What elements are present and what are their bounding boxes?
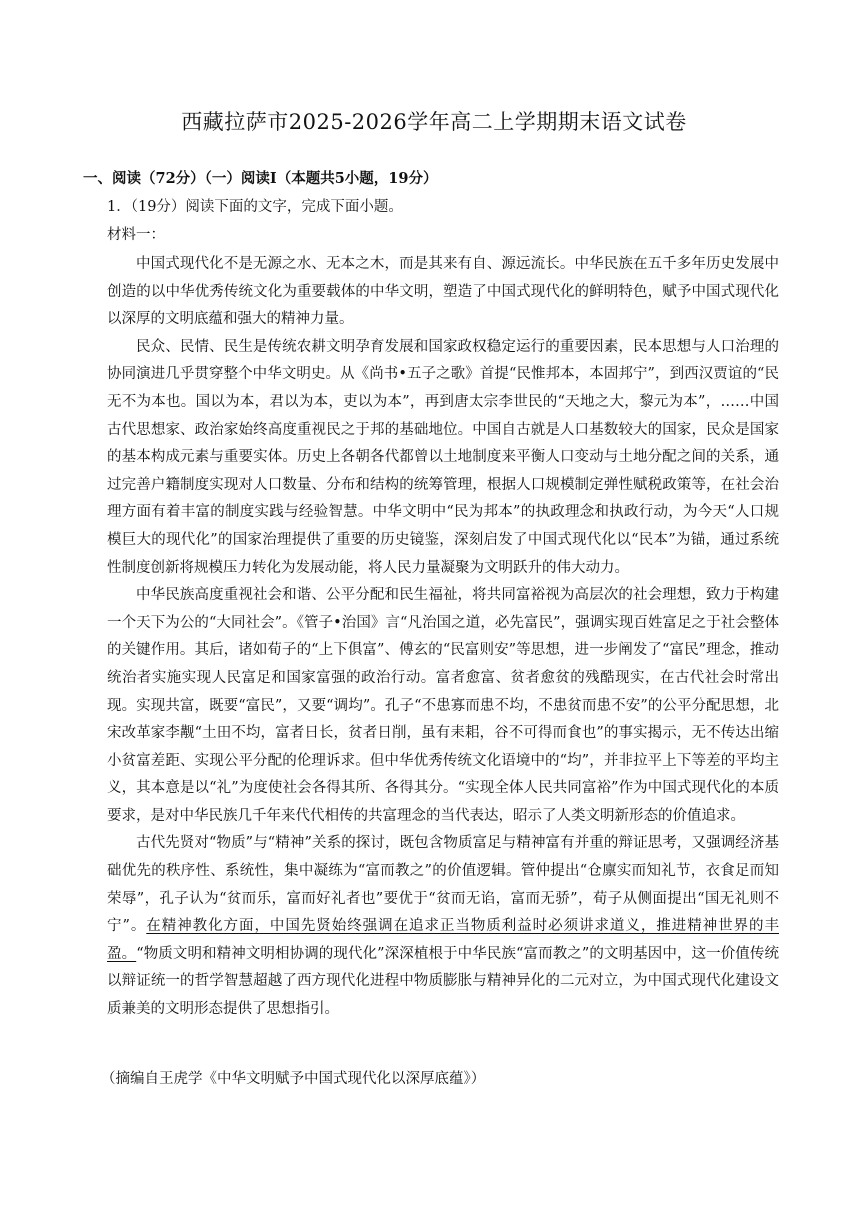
question-prompt: 1．（19分）阅读下面的文字，完成下面小题。 bbox=[107, 199, 403, 215]
underlined-sentence: 在精神教化方面，中国先贤始终强调在追求正当物质利益时必须讲求道义，推进精神世界的丰盈。 bbox=[107, 918, 779, 962]
material-label: 材料一： bbox=[107, 227, 165, 243]
paragraph-4-part-1: 古代先贤对“物质”与“精神”关系的探讨，既包含物质富足与精神富有并重的辩证思考，又强调经济基础优先的秩序性、系统性，集中凝练为“富而教之”的价值逻辑。管仲提出“仓廪实而知礼节，衣食足而知荣辱”，孔子认为“贫而乐，富而好礼者也”要优于“贫而无谄，富而无骄”，荀子从侧面提出“国无礼则不宁”。 bbox=[107, 835, 779, 935]
exam-title: 西藏拉萨市2025-2026学年高二上学期期末语文试卷 bbox=[181, 110, 687, 134]
material-body bbox=[107, 251, 779, 1024]
section-heading: 一、阅读（72分）（一）阅读Ⅰ（本题共5小题，19分） bbox=[83, 170, 438, 187]
paragraph-4 bbox=[107, 830, 779, 1023]
paragraph-2: 民众、民情、民生是传统农耕文明孕育发展和国家政权稳定运行的重要因素，民本思想与人口治理的协同演进几乎贯穿整个中华文明史。从《尚书•五子之歌》首提“民惟邦本，本固邦宁”，到西汉贾谊的“民无不为本也。国以为本，君以为本，吏以为本”，再到唐太宗李世民的“天地之大，黎元为本”，……中国古代思想家、政治家始终高度重视民之于邦的基础地位。中国自古就是人口基数较大的国家，民众是国家的基本构成元素与重要实体。历史上各朝各代都曾以土地制度来平衡人口变动与土地分配之间的关系，通过完善户籍制度实现对人口数量、分布和结构的统筹管理，根据人口规模制定弹性赋税政策等，在社会治理方面有着丰富的制度实践与经验智慧。中华文明中“民为邦本”的执政理念和执政行动，为今天“人口规模巨大的现代化”的国家治理提供了重要的历史镜鉴，深刻启发了中国式现代化以“民本”为锚，通过系统性制度创新将规模压力转化为发展动能，将人民力量凝聚为文明跃升的伟大动力。 bbox=[107, 338, 779, 576]
paragraph-4-part-2: “物质文明和精神文明相协调的现代化”深深植根于中华民族“富而教之”的文明基因中，这一价值传统以辩证统一的哲学智慧超越了西方现代化进程中物质膨胀与精神异化的二元对立，为中国式现代化建设文质兼美的文明形态提供了思想指引。 bbox=[107, 945, 779, 1018]
paragraph-3: 中华民族高度重视社会和谐、公平分配和民生福祉，将共同富裕视为高层次的社会理想，致力于构建一个天下为公的“大同社会”。《管子•治国》言“凡治国之道，必先富民”，强调实现百姓富足之于社会整体的关键作用。其后，诸如荀子的“上下俱富”、傅玄的“民富则安”等思想，进一步阐发了“富民”理念，推动统治者实施实现人民富足和国家富强的政治行动。富者愈富、贫者愈贫的残酷现实，在古代社会时常出现。实现共富，既要“富民”，又要“调均”。孔子“不患寡而患不均，不患贫而患不安”的公平分配思想，北宋改革家李觏“土田不均，富者日长，贫者日削，虽有耒耜，谷不可得而食也”的事实揭示，无不传达出缩小贫富差距、实现公平分配的伦理诉求。但中华优秀传统文化语境中的“均”，并非拉平上下等差的平均主义，其本意是以“礼”为度使社会各得其所、各得其分。“实现全体人民共同富裕”作为中国式现代化的本质要求，是对中华民族几千年来代代相传的共富理念的当代表达，昭示了人类文明新形态的价值追求。 bbox=[107, 587, 779, 824]
paragraph-1: 中国式现代化不是无源之水、无本之木，而是其来有自、源远流长。中华民族在五千多年历史发展中创造的以中华优秀传统文化为重要载体的中华文明，塑造了中国式现代化的鲜明特色，赋予中国式现代化以深厚的文明底蕴和强大的精神力量。 bbox=[107, 256, 779, 328]
source-citation: （摘编自王虎学《中华文明赋予中国式现代化以深厚底蕴》） bbox=[101, 1071, 486, 1087]
